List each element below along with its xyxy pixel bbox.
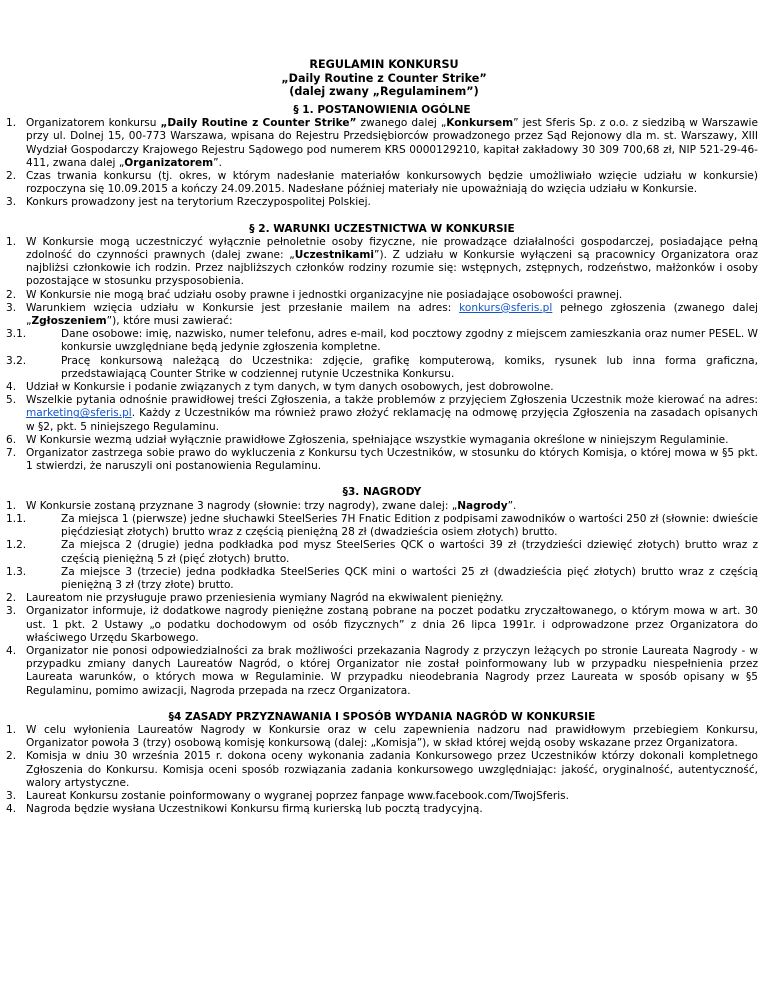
s3-item-4 — [6, 645, 758, 698]
s2-item-6 — [6, 434, 758, 447]
item-text: . Każdy z Uczestników ma również prawo złożyć reklamację na odmowę przyjęcia Zgłoszenia na zasadach opisanych w §2, pkt. 5 niniejszego Regulaminu. — [26, 407, 758, 433]
item-text: pełnego zgłoszenia (zwanego dalej „ — [26, 301, 758, 328]
item-text: Czas trwania konkursu (tj. okres, w którym nadesłanie materiałów konkursowych będzie umożliwiało wzięcie udziału w konkursie) rozpoczyna się 10.09.2015 a kończy 24.09.2015. Nadesłane później materiały nie upoważniają do wzięcia udziału w Konkursie. — [26, 170, 758, 196]
item-number: 1.1. — [6, 512, 27, 525]
title-line-3: (dalej zwany „Regulaminem”) — [289, 85, 479, 98]
title-line-1: REGULAMIN KONKURSU — [309, 58, 459, 71]
item-number: 4. — [6, 381, 17, 394]
item-text: Organizator zastrzega sobie prawo do wykluczenia z Konkursu tych Uczestników, w stosunku do których Komisja, o której mowa w §5 pkt. 1 stwierdzi, że naruszyli oni postanowienia Regulaminu. — [26, 447, 758, 473]
item-text: Organizatorem konkursu — [26, 117, 161, 130]
s3-item-1-3 — [6, 566, 758, 592]
item-text: Laureat Konkursu zostanie poinformowany o wygranej poprzez fanpage www.facebook.com/TwojSferis. — [26, 789, 569, 802]
s2-item-2 — [6, 289, 758, 302]
item-text: ”), które musi zawierać: — [106, 315, 233, 328]
term-konkurs: Konkursem — [446, 117, 514, 130]
item-number: 3. — [6, 301, 17, 314]
s2-item-3-1 — [6, 328, 758, 354]
item-text: Organizator informuje, iż dodatkowe nagrody pieniężne zostaną pobrane na poczet podatku zryczałtowanego, o którym mowa w art. 30 ust. 1 pkt. 2 Ustawy „o podatku dochodowym od osób fizycznych” z dnia 26 lipca 1991r. i odprowadzone przez Organizatora do właściwego Urzędu Skarbowego. — [26, 605, 758, 644]
item-text: ”). Z udziału w Konkursie wyłączeni są pracownicy Organizatora oraz najbliżsi członkowie ich rodzin. Przez najbliższych członków rodziny rozumie się: wstępnych, zstępnych, rodzeństwo, małżonków i osoby pozostające w stosunku przysposobienia. — [26, 249, 758, 288]
item-text: W Konkursie zostaną przyznane 3 nagrody (słownie: trzy nagrody), zwane dalej: „ — [26, 499, 458, 512]
item-text: Laureatom nie przysługuje prawo przeniesienia wymiany Nagród na ekwiwalent pieniężny. — [26, 592, 504, 605]
document-title — [0, 58, 768, 99]
item-text: W Konkursie mogą uczestniczyć wyłącznie pełnoletnie osoby fizyczne, nie prowadzące działalności gospodarczej, posiadające pełną zdolność do czynności prawnych (dalej zwane: „ — [26, 235, 758, 262]
item-text: zwanego dalej „ — [356, 117, 447, 130]
term-nagrody: Nagrody — [457, 499, 508, 512]
item-number: 1. — [6, 723, 17, 736]
section-3-heading: §3. NAGRODY — [342, 486, 422, 499]
s1-item-1 — [6, 117, 758, 170]
s4-item-4 — [6, 803, 758, 816]
regulation-content — [6, 104, 758, 816]
s2-item-4 — [6, 381, 758, 394]
s4-item-1 — [6, 724, 758, 750]
item-text: Komisja w dniu 30 września 2015 r. dokona oceny wykonania zadania Konkursowego przez Uczestników którzy dokonali kompletnego Zgłoszenia do Konkursu. Komisja oceni sposób rozwiązania zadania konkursowego uwzględniając: jakość, oryginalność, autentyczność, walory artystyczne. — [26, 750, 758, 789]
item-number: 1.3. — [6, 565, 27, 578]
item-text: Warunkiem wzięcia udziału w Konkursie jest przesłanie mailem na adres: — [26, 301, 460, 314]
item-text: Konkurs prowadzony jest na terytorium Rzeczypospolitej Polskiej. — [26, 196, 371, 209]
item-text: ” jest Sferis Sp. z o.o. z siedzibą w Warszawie przy ul. Dolnej 15, 00-773 Warszawa, wpisana do Rejestru Przedsiębiorców prowadzonego przez Sąd Rejonowy dla m. st. Warszawy, XIII Wydział Gospodarczy Krajowego Rejestru Sądowego pod numerem KRS 0000129210, kapitał zakładowy 30 309 700,68 zł, NIP 521-29-46-411, zwana dalej „ — [26, 117, 758, 169]
item-text: Pracę konkursową należącą do Uczestnika: zdjęcie, grafikę komputerową, komiks, rysunek lub inna forma graficzna, przedstawiającą Counter Strike w codziennej rutynie Uczestnika Konkursu. — [61, 354, 758, 380]
term-organizator: Organizatorem — [124, 156, 214, 169]
item-number: 2. — [6, 592, 17, 605]
item-number: 7. — [6, 447, 17, 460]
item-text: Za miejsce 3 (trzecie) jedna podkładka SteelSeries QCK mini o wartości 25 zł (dwadzieścia pięć złotych) brutto wraz z częścią pieniężną 3 zł (trzy złote) brutto. — [61, 565, 758, 591]
email-link-marketing[interactable]: marketing@sferis.pl — [26, 407, 132, 420]
s4-item-2 — [6, 750, 758, 790]
s3-item-2 — [6, 592, 758, 605]
s1-item-3 — [6, 196, 758, 209]
item-text: Za miejsca 2 (drugie) jedna podkładka pod mysz SteelSeries QCK o wartości 39 zł (trzydzieści dziewięć złotych) brutto wraz z częścią pieniężną 5 zł (pięć złotych) brutto. — [61, 539, 758, 565]
item-text: Nagroda będzie wysłana Uczestnikowi Konkursu firmą kurierską lub pocztą tradycyjną. — [26, 803, 483, 816]
item-text: W Konkursie nie mogą brać udziału osoby prawne i jednostki organizacyjne nie posiadające osobowości prawnej. — [26, 288, 623, 301]
item-text: Dane osobowe: imię, nazwisko, numer telefonu, adres e-mail, kod pocztowy zgodny z miejscem zamieszkania oraz numer PESEL. W konkursie uwzględniane będą jedynie zgłoszenia kompletne. — [61, 328, 758, 354]
item-text: ”. — [507, 499, 517, 512]
item-number: 1. — [6, 235, 17, 248]
item-text: W celu wyłonienia Laureatów Nagrody w Konkursie oraz w celu zapewnienia nadzoru nad prawidłowym przebiegiem Konkursu, Organizator powoła 3 (trzy) osobową komisję konkursową (dalej: „Komisja”), w skład której wejdą osoby wskazane przez Organizatora. — [26, 723, 758, 750]
s3-item-1-1 — [6, 513, 758, 539]
item-number: 5. — [6, 394, 17, 407]
email-link-konkurs[interactable]: konkurs@sferis.pl — [459, 301, 553, 314]
section-1-heading: § 1. POSTANOWIENIA OGÓLNE — [293, 104, 471, 116]
s2-item-7 — [6, 447, 758, 473]
item-number: 3.1. — [6, 328, 27, 341]
term-zgloszeniem: Zgłoszeniem — [31, 315, 107, 328]
item-number: 3. — [6, 789, 17, 802]
s3-item-1 — [6, 500, 758, 513]
s2-item-3 — [6, 302, 758, 328]
item-number: 2. — [6, 170, 17, 183]
item-number: 6. — [6, 433, 17, 446]
item-number: 4. — [6, 644, 17, 657]
section-2-heading: § 2. WARUNKI UCZESTNICTWA W KONKURSIE — [249, 222, 515, 235]
item-number: 1.2. — [6, 539, 27, 552]
title-line-2: „Daily Routine z Counter Strike” — [281, 71, 487, 85]
term-uczestnikami: Uczestnikami — [294, 249, 374, 262]
item-number: 2. — [6, 288, 17, 301]
section-4-heading: §4 ZASADY PRZYZNAWANIA I SPOSÓB WYDANIA NAGRÓD W KONKURSIE — [168, 710, 596, 723]
s2-item-5 — [6, 394, 758, 434]
s4-item-3 — [6, 790, 758, 803]
item-number: 3. — [6, 605, 17, 618]
item-number: 3.2. — [6, 354, 27, 367]
item-text: Wszelkie pytania odnośnie prawidłowej treści Zgłoszenia, a także problemów z przyjęciem Zgłoszenia Uczestnik może kierować na adres: — [26, 394, 758, 407]
item-text: Za miejsca 1 (pierwsze) jedne słuchawki SteelSeries 7H Fnatic Edition z podpisami zawodników o wartości 250 zł (słownie: dwieście pięćdziesiąt złotych) brutto wraz z częścią pieniężną 28 zł (dwadzieścia osiem złotych) brutto. — [61, 512, 758, 539]
item-number: 3. — [6, 196, 17, 209]
s3-item-3 — [6, 605, 758, 645]
item-number: 1. — [6, 117, 17, 130]
item-number: 1. — [6, 499, 17, 512]
s2-item-3-2 — [6, 355, 758, 381]
s1-item-2 — [6, 170, 758, 196]
item-text: Organizator nie ponosi odpowiedzialności za brak możliwości przekazania Nagrody z przyczyn leżących po stronie Laureata Nagrody - w przypadku zmiany danych Laureatów Nagród, o której Organizator nie został poinformowany lub w przypadku niespełnienia przez Laureata warunków, o których mowa w Regulaminie. W przypadku nieodebrania Nagrody przez Laureata w sposób opisany w §5 Regulaminu, pomimo awizacji, Nagroda przepada na rzecz Organizatora. — [26, 644, 758, 697]
item-text: Udział w Konkursie i podanie związanych z tym danych, w tym danych osobowych, jest dobrowolne. — [26, 381, 554, 394]
item-number: 2. — [6, 750, 17, 763]
item-text: W Konkursie wezmą udział wyłącznie prawidłowe Zgłoszenia, spełniające wszystkie wymagania określone w niniejszym Regulaminie. — [26, 433, 729, 446]
item-number: 4. — [6, 803, 17, 816]
s2-item-1 — [6, 236, 758, 289]
s3-item-1-2 — [6, 539, 758, 565]
contest-name: „Daily Routine z Counter Strike” — [160, 117, 357, 130]
item-text: ”. — [213, 156, 222, 169]
